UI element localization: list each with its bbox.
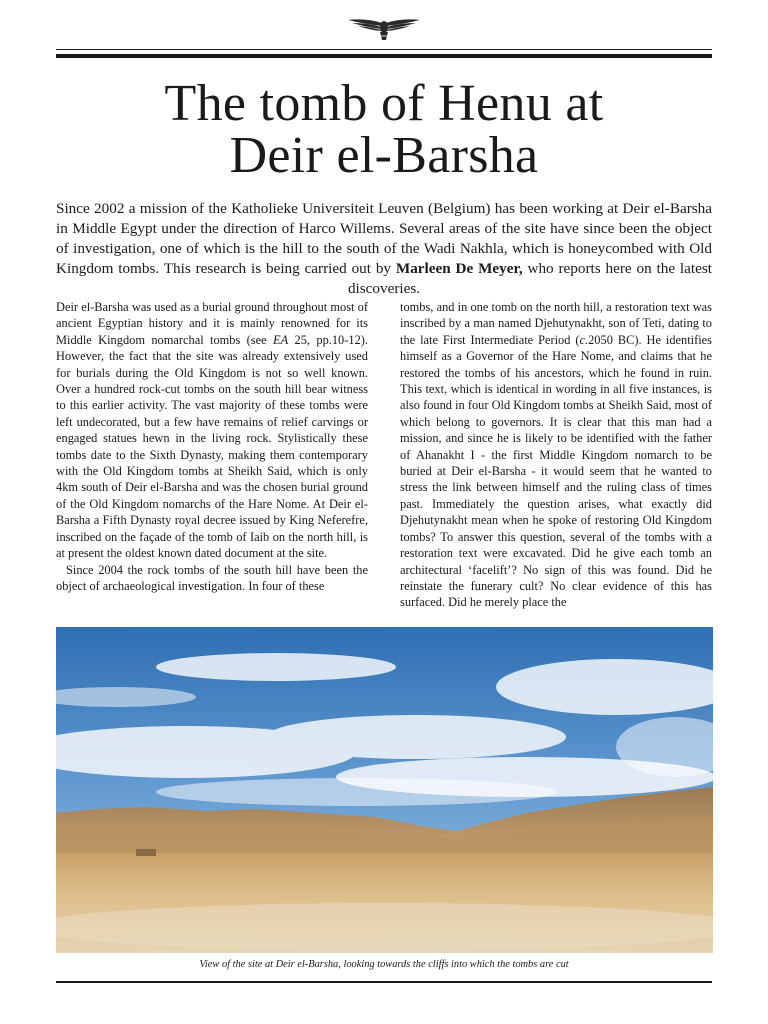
winged-emblem-icon bbox=[346, 14, 422, 42]
standfirst-tail: who reports here on the latest discoveries. bbox=[347, 260, 712, 297]
body-column-left bbox=[56, 299, 368, 594]
body-paragraph: Since 2004 the rock tombs of the south hill have been the object of archaeological investigation. In four of these bbox=[56, 562, 368, 593]
text-run: 2050 BC). He identifies himself as a Governor of the Hare Nome, and claims that he restored the tombs of his ancestors, which he found in ruin. This text, which is identical in wording in all five instances, is also found in four Old Kingdom tombs at Sheikh Said, most of which belong to governors. It is clear that this man had a mission, and since he is likely to be identified with the father of Ahanakht I - the first Middle Kingdom nomarch to be buried at Deir el-Barsha - it would seem that he wanted to stress the link between himself and the ruling class of times past. Immediately the question arises, what exactly did Djehutynakht mean when he spoke of restoring Old Kingdom tombs? To answer this question, several of the tombs with a restoration text were excavated. Did he give each tomb an architectural ‘facelift’? No sign of this was found. Did he reinstate the funerary cult? No clear evidence of this has surfaced. Did he merely place the bbox=[400, 332, 712, 610]
header-rule-thick bbox=[56, 54, 712, 58]
body-paragraph bbox=[400, 299, 712, 611]
circa-abbreviation: c. bbox=[579, 332, 589, 347]
article-standfirst bbox=[56, 199, 712, 299]
body-column-right bbox=[400, 299, 712, 611]
figure-caption: View of the site at Deir el-Barsha, looking towards the cliffs into which the tombs are cut bbox=[199, 959, 569, 970]
text-run: Deir el-Barsha was used as a burial ground throughout most of ancient Egyptian history and it is mainly renowned for its Middle Kingdom nomarchal tombs (see bbox=[56, 300, 368, 347]
header-rule-thin bbox=[56, 49, 712, 50]
body-paragraph bbox=[56, 299, 368, 562]
article-title bbox=[0, 75, 768, 184]
footer-rule bbox=[56, 981, 712, 983]
journal-reference: EA bbox=[273, 332, 289, 347]
title-line-2: Deir el-Barsha bbox=[229, 127, 539, 184]
text-run: tombs, and in one tomb on the north hill, a restoration text was inscribed by a man named Djehutynakht, son of Teti, dating to the late First Intermediate Period ( bbox=[400, 300, 712, 347]
author-name: Marleen De Meyer, bbox=[395, 260, 523, 277]
site-photograph bbox=[56, 627, 713, 953]
text-run: 25, pp.10-12). However, the fact that the site was already extensively used for burials during the Old Kingdom is not so well known. Over a hundred rock-cut tombs on the south hill bear witness to this earlier activity. The vast majority of these tombs were left undecorated, but a few have remains of relief carvings or engaged statues hewn in the living rock. Stylistically these tombs date to the Sixth Dynasty, making them contemporary with the Old Kingdom tombs at Sheikh Said, which is only 4km south of Deir el-Barsha and was the chosen burial ground of the Old Kingdom nomarchs of the Hare Nome. At Deir el-Barsha a Fifth Dynasty royal decree issued by King Neferefre, inscribed on the façade of the tomb of Iaib on the north hill, is at present the oldest known dated document at the site. bbox=[56, 332, 368, 561]
standfirst-text: Since 2002 a mission of the Katholieke Universiteit Leuven (Belgium) has been working at Deir el-Barsha in Middle Egypt under the direction of Harco Willems. Several areas of the site have since been the object of investigation, one of which is the hill to the south of the Wadi Nakhla, which is honeycombed with Old Kingdom tombs. This research is being carried out by bbox=[56, 200, 712, 277]
title-line-1: The tomb of Henu at bbox=[164, 75, 604, 132]
